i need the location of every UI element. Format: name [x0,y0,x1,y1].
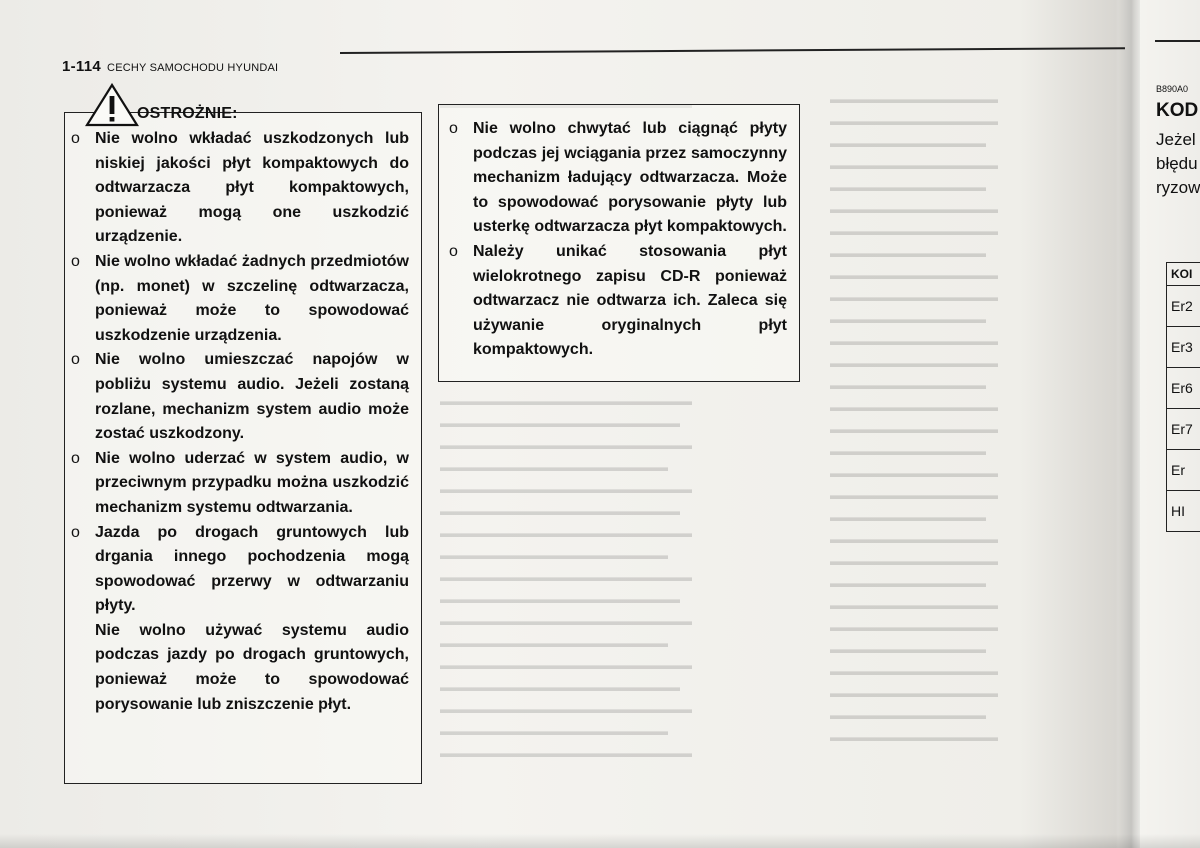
right-page-title: KOD [1156,100,1199,121]
table-cell: HI [1167,491,1200,532]
text-line: Jeżel [1156,130,1196,149]
table-row [1167,409,1200,450]
text-line: ryzow [1156,178,1200,197]
item-text: Nie wolno chwytać lub ciągnąć płyty podczas jej wciągania przez samoczynny mechanizm ładujący odtwarzacza. Może to spowodować porysowanie płyty lub usterkę odtwarzacza płyt kompaktowych. [473,120,787,236]
table-header-cell: KOI [1167,263,1200,286]
page-bottom-shadow [0,834,1200,848]
caution-list [71,127,409,619]
page-gutter [1118,0,1140,848]
table-row [1167,491,1200,532]
table-header-row [1167,263,1200,286]
right-page-rule [1155,40,1200,42]
list-item [449,117,787,240]
item-text: Nie wolno wkładać żadnych przedmiotów (np. monet) w szczelinę odtwarzacza, ponieważ może to spowodować uszkodzenie urządzenia. [95,252,409,344]
bullet: o [71,351,80,369]
error-code-table [1166,262,1200,532]
caution-title: OSTROŻNIE: [137,105,238,122]
caution-box-continued [438,104,800,382]
list-item [71,127,409,250]
bullet: o [71,449,80,467]
text-line: błędu [1156,154,1198,173]
page-header [62,58,278,75]
caution-header [85,83,409,127]
item-text: Jazda po drogach gruntowych lub drgania innego pochodzenia mogą spowodować przerwy w odtwarzaniu płyty. [95,523,409,615]
table-row [1167,286,1200,327]
list-item [71,250,409,348]
table-cell: Er [1167,450,1200,491]
item-text: Nie wolno umieszczać napojów w pobliżu systemu audio. Jeżeli zostaną rozlane, mechanizm system audio może zostać uszkodzony. [95,351,409,443]
right-page-code: B890A0 [1156,84,1189,94]
bullet: o [71,130,80,147]
caution-box [64,105,422,784]
table-row [1167,450,1200,491]
table-row [1167,368,1200,409]
table-cell: Er6 [1167,368,1200,409]
caution-list [449,117,787,363]
right-page-text [1156,128,1200,200]
list-item [71,447,409,521]
list-item [71,521,409,619]
warning-triangle-icon [85,83,139,127]
table-cell: Er7 [1167,409,1200,450]
bullet: o [449,242,458,260]
table-cell: Er2 [1167,286,1200,327]
list-item [449,240,787,363]
table-cell: Er3 [1167,327,1200,368]
item-text: Należy unikać stosowania płyt wielokrotnego zapisu CD-R ponieważ odtwarzacz nie odtwarza ich. Zaleca się używanie oryginalnych płyt kompaktowych. [473,242,787,359]
continuation-paragraph: Nie wolno używać systemu audio podczas jazdy po drogach gruntowych, ponieważ może to spowodować porysowanie lub zniszczenie płyt. [95,621,409,713]
item-text: Nie wolno wkładać uszkodzonych lub niskiej jakości płyt kompaktowych do odtwarzacza płyt kompaktowych, ponieważ mogą one uszkodzić urządzenie. [95,130,409,246]
table-row [1167,327,1200,368]
section-title: CECHY SAMOCHODU HYUNDAI [107,62,279,74]
page-number: 1-114 [62,58,102,75]
item-text: Nie wolno uderzać w system audio, w przeciwnym przypadku można uszkodzić mechanizm systemu odtwarzania. [95,449,409,516]
list-item [71,348,409,446]
bullet: o [71,252,80,270]
bullet: o [449,120,458,137]
bullet: o [71,523,80,541]
